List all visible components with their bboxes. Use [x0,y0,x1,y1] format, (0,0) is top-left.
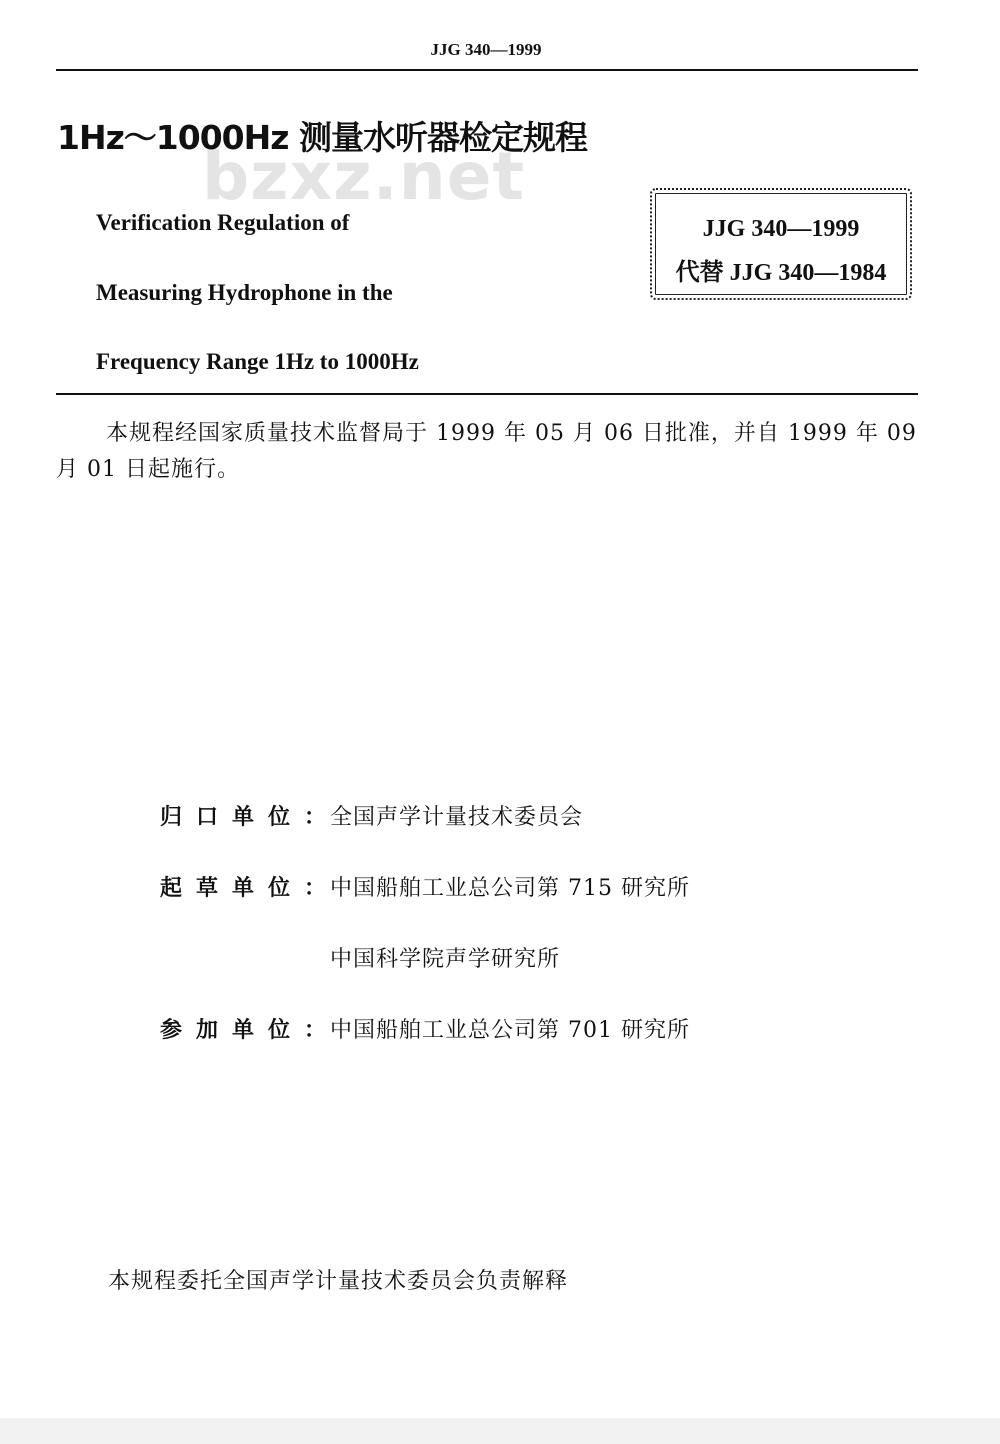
drafting-unit-value-1: 中国船舶工业总公司第 715 研究所 [330,876,690,901]
drafting-unit-label: 起草单位： [160,876,341,901]
title-chinese: 1Hz～1000Hz 测量水听器检定规程 [57,118,587,157]
title-english-line-2: Measuring Hydrophone in the [96,280,393,305]
title-english-line-3: Frequency Range 1Hz to 1000Hz [96,349,419,374]
code-box-replaces: 代替 JJG 340—1984 [675,260,887,286]
responsible-unit-row [160,800,583,831]
drafting-unit-row [160,871,690,902]
interpretation-note: 本规程委托全国声学计量技术委员会负责解释 [108,1269,569,1294]
approval-statement: 本规程经国家质量技术监督局于 1999 年 05 月 06 日批准，并自 1999 年 09 月 01 日起施行。 [56,421,917,482]
responsible-unit-value: 全国声学计量技术委员会 [330,805,584,830]
title-english-line-1: Verification Regulation of [96,210,350,235]
participating-unit-value: 中国船舶工业总公司第 701 研究所 [330,1018,690,1043]
title-rule [56,393,918,395]
watermark: bzxz.net [202,138,526,215]
drafting-unit-row-2 [330,942,560,973]
page-bottom-edge [0,1418,1000,1444]
drafting-unit-value-2: 中国科学院声学研究所 [330,947,561,972]
participating-unit-row [160,1013,690,1044]
header-standard-code: JJG 340—1999 [430,40,542,59]
standard-code-box [650,188,912,300]
header-rule [56,69,918,71]
participating-unit-label: 参加单位： [160,1018,341,1043]
code-box-current: JJG 340—1999 [702,216,860,242]
responsible-unit-label: 归口单位： [160,805,341,830]
